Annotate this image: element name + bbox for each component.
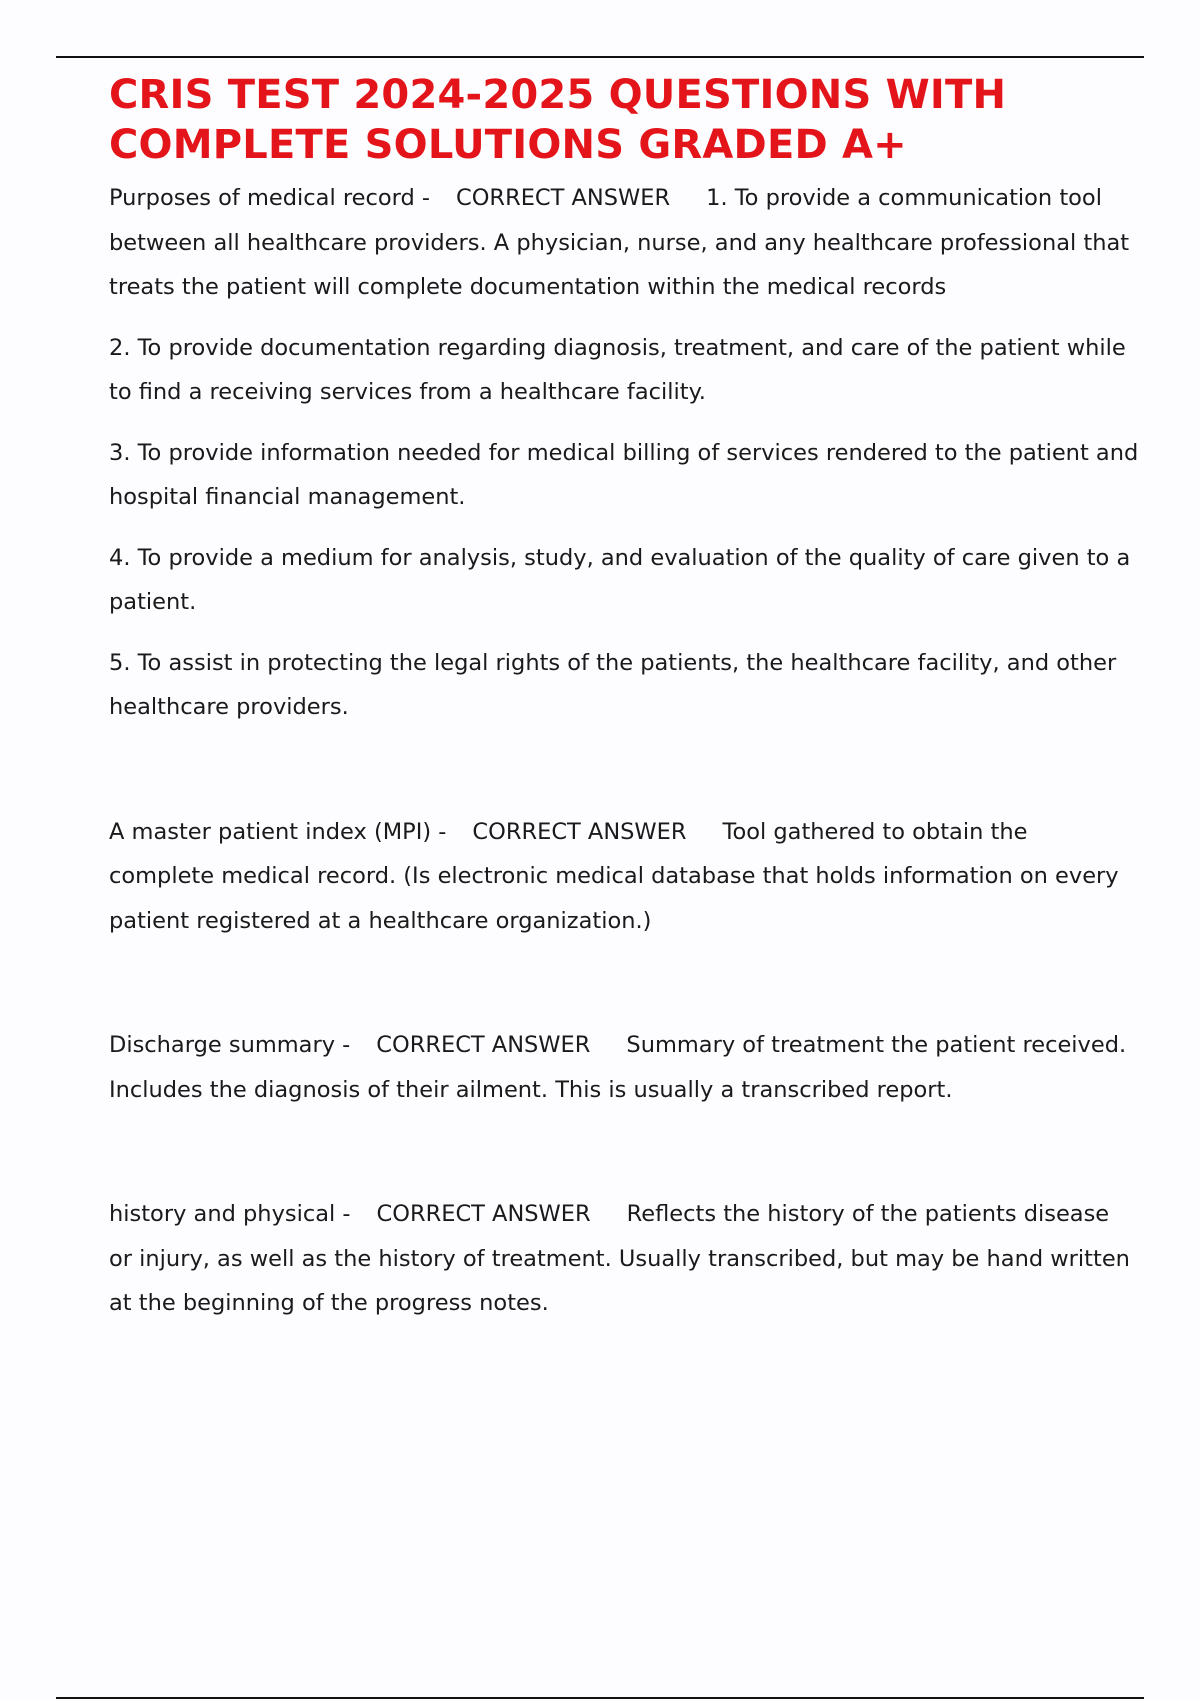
correct-answer-label: CORRECT ANSWER	[472, 818, 687, 845]
qa-entry-mpi	[109, 810, 1139, 944]
correct-answer-label: CORRECT ANSWER	[376, 1201, 591, 1227]
qa-paragraph	[109, 1023, 1139, 1112]
answer-text: Summary of treatment the patient received. Includes the diagnosis of their ailment. This is usually a transcribed report.	[109, 1032, 1127, 1103]
answer-list-item: 4. To provide a medium for analysis, study, and evaluation of the quality of care given to a patient.	[109, 544, 1131, 615]
qa-paragraph	[109, 810, 1139, 944]
qa-paragraph	[109, 1192, 1139, 1326]
answer-text: Reflects the history of the patients disease or injury, as well as the history of treatment. Usually transcribed, but may be hand written at the beginning of the progress notes.	[109, 1201, 1130, 1316]
answer-list-item: 2. To provide documentation regarding diagnosis, treatment, and care of the patient while to find a receiving services from a healthcare facility.	[109, 334, 1126, 405]
correct-answer-label: CORRECT ANSWER	[376, 1032, 591, 1058]
answer-list-item: 3. To provide information needed for medical billing of services rendered to the patient and hospital financial management.	[109, 439, 1139, 510]
correct-answer-label: CORRECT ANSWER	[456, 185, 671, 211]
qa-entry-discharge-summary	[109, 1023, 1139, 1112]
qa-paragraph	[109, 176, 1139, 310]
bottom-rule	[56, 1697, 1144, 1699]
top-rule	[56, 56, 1144, 58]
answer-text: 1. To provide a communication tool between all healthcare providers. A physician, nurse, and any healthcare professional that treats the patient will complete documentation within the medical records	[109, 185, 1130, 300]
question-term: history and physical -	[109, 1201, 351, 1227]
question-term: Purposes of medical record -	[109, 185, 431, 211]
answer-text: Tool gathered to obtain the complete medical record. (Is electronic medical database that holds information on every patient registered at a healthcare organization.)	[109, 818, 1119, 934]
document-title: CRIS TEST 2024-2025 QUESTIONS WITH COMPLETE SOLUTIONS GRADED A+	[109, 72, 1007, 168]
document-content	[109, 70, 1139, 1342]
qa-entry-purposes	[109, 176, 1139, 730]
question-term: Discharge summary -	[109, 1032, 351, 1058]
answer-list-item: 5. To assist in protecting the legal rights of the patients, the healthcare facility, and other healthcare providers.	[109, 649, 1117, 720]
question-term: A master patient index (MPI) -	[109, 818, 447, 845]
qa-entry-history-physical	[109, 1192, 1139, 1326]
